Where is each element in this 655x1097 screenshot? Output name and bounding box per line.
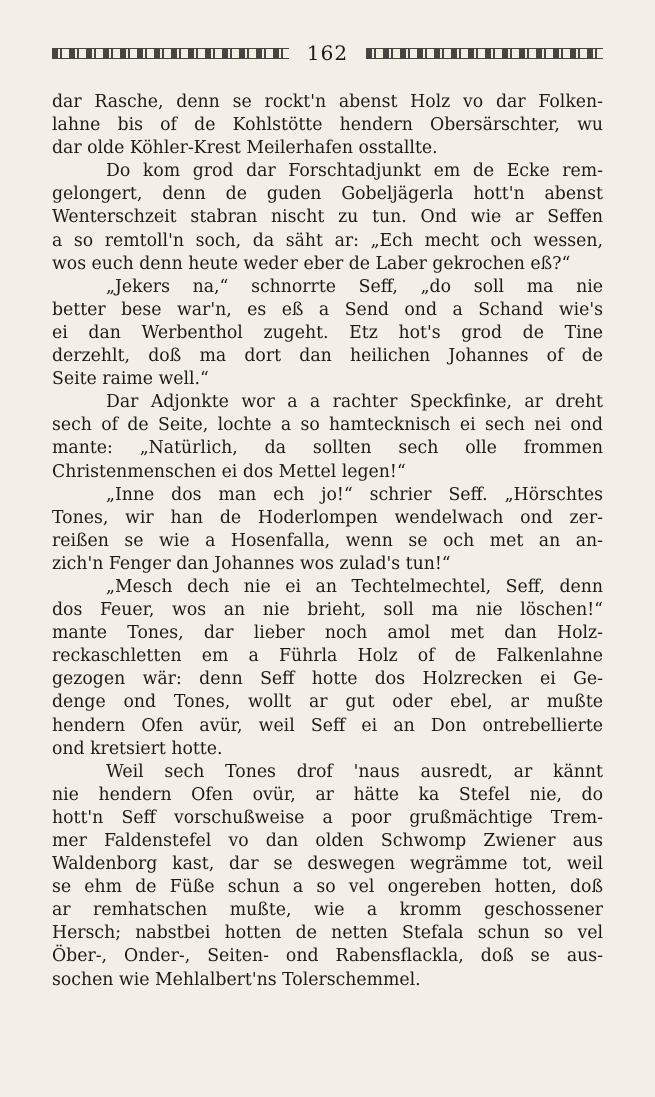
text-line: ond kretsiert hotte. xyxy=(52,738,223,759)
text-line: a so remtoll'n soch, da säht ar: „Ech mecht och wessen, xyxy=(52,230,603,251)
text-line: ar remhatschen mußte, wie a kromm geschossener xyxy=(52,900,603,921)
left-ornament-border xyxy=(52,48,289,59)
text-line: reißen se wie a Hosenfalla, wenn se och met an an- xyxy=(52,530,603,551)
text-line: se ehm de Füße schun a so vel ongereben hotten, doß xyxy=(52,877,603,898)
text-line: Tones, wir han de Hoderlompen wendelwach ond zer- xyxy=(52,507,603,528)
text-line: gelongert, denn de guden Gobeljägerla hott'n abenst xyxy=(52,184,603,205)
text-line: zich'n Fenger dan Johannes wos zulad's tun!“ xyxy=(52,553,451,574)
text-line: Christenmenschen ei dos Mettel legen!“ xyxy=(52,461,406,482)
text-line: „Mesch dech nie ei an Techtelmechtel, Seff, denn xyxy=(106,576,603,597)
text-line: „Jekers na,“ schnorrte Seff, „do soll ma nie xyxy=(106,276,603,297)
text-line: sochen wie Mehlalbert'ns Tolerschemmel. xyxy=(52,969,421,990)
body-text xyxy=(52,91,603,992)
text-line: Do kom grod dar Forschtadjunkt em de Ecke rem- xyxy=(106,161,603,182)
right-ornament-border xyxy=(366,48,603,59)
text-line: „Inne dos man ech jo!“ schrier Seff. „Hörschtes xyxy=(106,484,603,505)
text-line: derzehlt, doß ma dort dan heilichen Johannes of de xyxy=(52,346,603,367)
text-line: Waldenborg kast, dar se deswegen wegrämme tot, weil xyxy=(52,854,603,875)
text-line: dar Rasche, denn se rockt'n abenst Holz vo dar Folken- xyxy=(52,92,603,112)
text-line: Weil sech Tones drof 'naus ausredt, ar kännt xyxy=(106,761,603,782)
text-line: Wenterschzeit stabran nischt zu tun. Ond wie ar Seffen xyxy=(52,207,603,228)
text-line: hott'n Seff vorschußweise a poor grußmächtige Trem- xyxy=(52,807,603,828)
text-line: hendern Ofen avür, weil Seff ei an Don ontrebellierte xyxy=(52,715,603,736)
text-line: better bese war'n, es eß a Send ond a Schand wie's xyxy=(52,299,603,320)
text-line: denge ond Tones, wollt ar gut oder ebel, ar mußte xyxy=(52,692,603,713)
text-line: mante: „Natürlich, da sollten sech olle frommen xyxy=(52,438,603,459)
text-line: mante Tones, dar lieber noch amol met dan Holz- xyxy=(52,623,603,644)
text-line: Dar Adjonkte wor a a rachter Speckfinke, ar dreht xyxy=(106,392,603,413)
text-line: Seite raime well.“ xyxy=(52,369,209,390)
text-line: mer Faldenstefel vo dan olden Schwomp Zwiener aus xyxy=(52,831,603,851)
page-header xyxy=(52,40,603,66)
text-line: ei dan Werbenthol zugeht. Etz hot's grod de Tine xyxy=(52,322,603,343)
text-line: dar olde Köhler-Krest Meilerhafen osstallte. xyxy=(52,138,438,159)
text-line: nie hendern Ofen ovür, ar hätte ka Stefel nie, do xyxy=(52,784,603,805)
text-line: reckaschletten em a Führla Holz of de Falkenlahne xyxy=(52,646,603,667)
text-line: dos Feuer, wos an nie brieht, soll ma nie löschen!“ xyxy=(52,600,603,621)
text-line: wos euch denn heute weder eber de Laber gekrochen eß?“ xyxy=(52,253,571,274)
text-line: gezogen wär: denn Seff hotte dos Holzrecken ei Ge- xyxy=(52,669,603,690)
text-line: Öber-, Onder-, Seiten- ond Rabensflackla, doß se aus- xyxy=(52,946,603,967)
text-line: lahne bis of de Kohlstötte hendern Obersärschter, wu xyxy=(52,115,603,136)
text-line: sech of de Seite, lochte a so hamtecknisch ei sech nei ond xyxy=(52,415,603,436)
page-number: 162 xyxy=(306,41,349,65)
text-line: Hersch; nabstbei hotten de netten Stefala schun so vel xyxy=(52,923,603,944)
